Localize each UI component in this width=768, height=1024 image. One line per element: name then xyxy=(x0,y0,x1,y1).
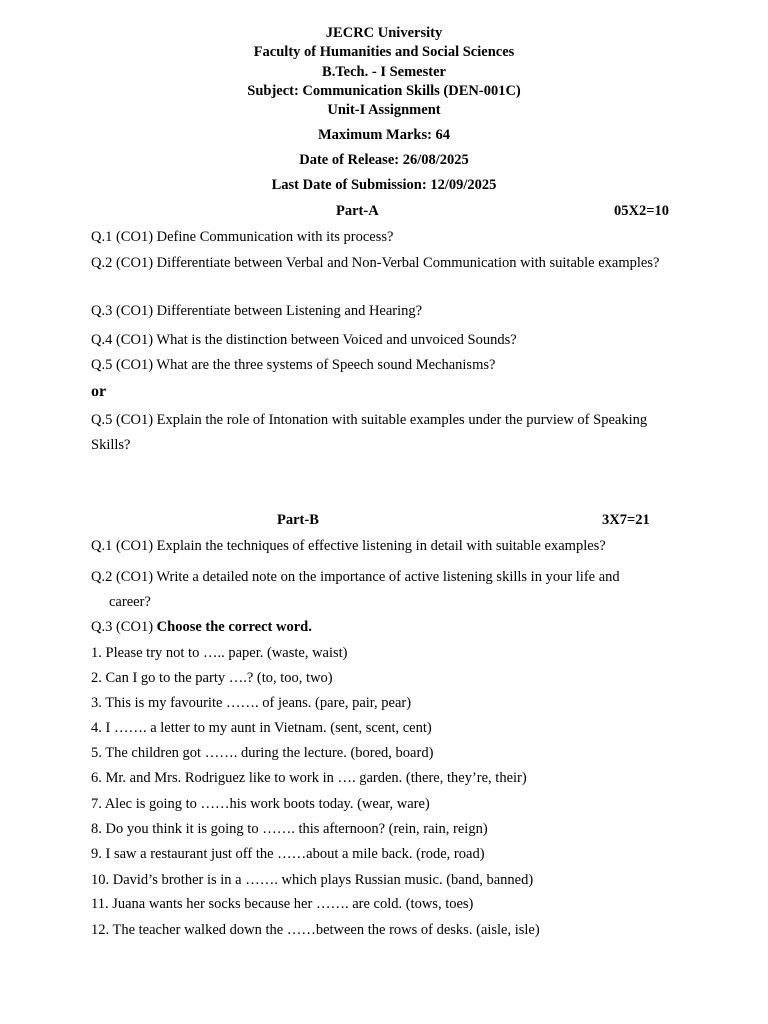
list-item: 6. Mr. and Mrs. Rodriguez like to work in …. garden. (there, they’re, their) xyxy=(91,770,527,786)
list-item: 7. Alec is going to ……his work boots today. (wear, ware) xyxy=(91,796,430,812)
university-name: JECRC University xyxy=(325,25,443,41)
part-a-question-3: Q.3 (CO1) Differentiate between Listening and Hearing? xyxy=(91,303,423,319)
list-item: 4. I ……. a letter to my aunt in Vietnam. (sent, scent, cent) xyxy=(91,720,432,736)
list-item: 1. Please try not to ….. paper. (waste, waist) xyxy=(91,645,348,661)
list-item: 12. The teacher walked down the ……between the rows of desks. (aisle, isle) xyxy=(91,922,540,938)
part-b-question-3 xyxy=(91,618,685,636)
list-item: 3. This is my favourite ……. of jeans. (pare, pair, pear) xyxy=(91,695,412,711)
part-a-title: Part-A xyxy=(336,203,379,219)
part-a-question-2: Q.2 (CO1) Differentiate between Verbal and Non-Verbal Communication with suitable examples? xyxy=(91,255,660,271)
part-a-question-5-alt-line2: Skills? xyxy=(91,437,131,453)
part-b-title: Part-B xyxy=(277,512,319,528)
list-item: 5. The children got ……. during the lecture. (bored, board) xyxy=(91,745,434,761)
part-b-marks: 3X7=21 xyxy=(602,512,650,528)
part-a-question-5-alt-line1: Q.5 (CO1) Explain the role of Intonation with suitable examples under the purview of Speaking xyxy=(91,412,648,428)
part-b-question-1: Q.1 (CO1) Explain the techniques of effective listening in detail with suitable examples? xyxy=(91,538,606,554)
faculty-name: Faculty of Humanities and Social Sciences xyxy=(253,44,515,60)
part-a-question-5: Q.5 (CO1) What are the three systems of Speech sound Mechanisms? xyxy=(91,357,496,373)
part-b-question-2-line2: career? xyxy=(109,594,151,610)
or-label: or xyxy=(91,383,107,400)
part-a-question-4: Q.4 (CO1) What is the distinction between Voiced and unvoiced Sounds? xyxy=(91,332,517,348)
question-3-instruction: Choose the correct word. xyxy=(156,619,312,635)
submission-date: Last Date of Submission: 12/09/2025 xyxy=(271,177,497,193)
list-item: 2. Can I go to the party ….? (to, too, two) xyxy=(91,670,333,686)
list-item: 9. I saw a restaurant just off the ……about a mile back. (rode, road) xyxy=(91,846,485,862)
list-item: 10. David’s brother is in a ……. which plays Russian music. (band, banned) xyxy=(91,872,534,888)
part-a-marks: 05X2=10 xyxy=(614,203,669,219)
list-item: 8. Do you think it is going to ……. this afternoon? (rein, rain, reign) xyxy=(91,821,488,837)
subject-name: Subject: Communication Skills (DEN-001C) xyxy=(247,83,521,99)
list-item: 11. Juana wants her socks because her ……. are cold. (tows, toes) xyxy=(91,896,474,912)
program-name: B.Tech. - I Semester xyxy=(322,64,446,80)
part-b-question-2-line1: Q.2 (CO1) Write a detailed note on the importance of active listening skills in your life and xyxy=(91,569,620,585)
part-a-question-1: Q.1 (CO1) Define Communication with its process? xyxy=(91,229,394,245)
question-3-prefix: Q.3 (CO1) xyxy=(91,619,157,635)
max-marks: Maximum Marks: 64 xyxy=(317,127,451,143)
assignment-title: Unit-I Assignment xyxy=(327,102,441,118)
release-date: Date of Release: 26/08/2025 xyxy=(299,152,469,168)
